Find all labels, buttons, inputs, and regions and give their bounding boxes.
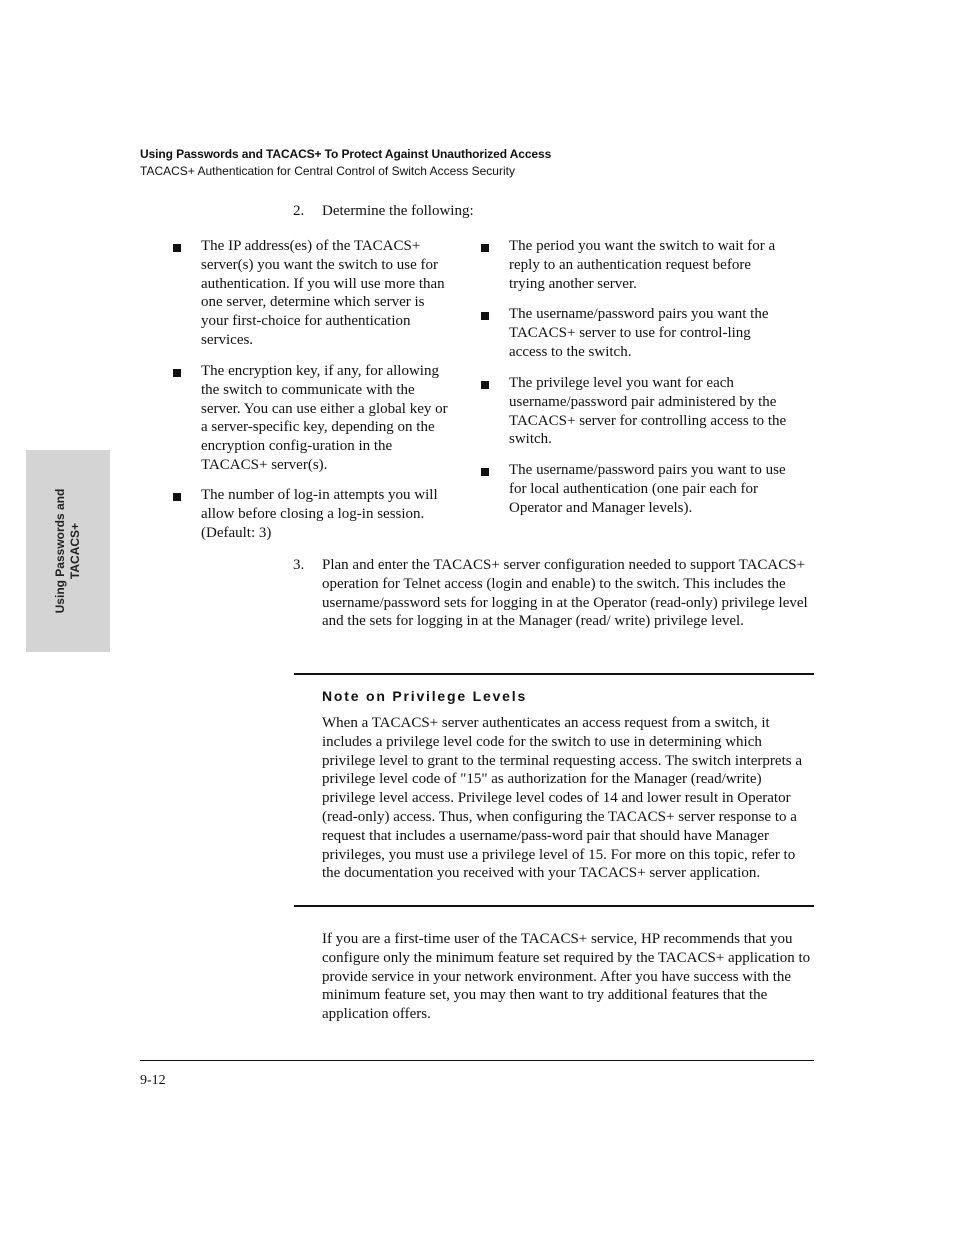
side-tab-line-1: Using Passwords and (53, 488, 67, 614)
bullet-left-2: The encryption key, if any, for allowing the switch to communicate with the server. You can use either a global key or a server-specific key, depending on the encryption config-uration in the TACACS+ server(s). (201, 363, 448, 473)
bullet-left-3: The number of log-in attempts you will allow before closing a log-in session. (Default: 3) (201, 487, 438, 541)
bullet-left-1: The IP address(es) of the TACACS+ server(s) you want the switch to use for authentication. If you will use more than one server, determine which server is your first-choice for authentication services. (201, 238, 445, 348)
bullet-right-3: The privilege level you want for each username/password pair administered by the TACACS+ server for controlling access to the switch. (509, 375, 787, 448)
side-tab-line-2: TACACS+ (68, 522, 82, 580)
footer-rule (140, 1060, 814, 1061)
chapter-side-tab (26, 450, 110, 652)
step-3-text: Plan and enter the TACACS+ server configuration needed to support TACACS+ operation for Telnet access (login and enable) to the switch. This includes the username/password sets for logging in at the Operator (read-only) privilege level and the sets for logging in at the Manager (read/ write) privilege level. (322, 557, 808, 630)
chapter-side-tab-label (53, 451, 83, 651)
bullet-square-icon (173, 244, 181, 252)
bullet-square-icon (173, 369, 181, 377)
bullet-square-icon (481, 468, 489, 476)
note-bottom-rule (294, 905, 814, 907)
bullet-right-1: The period you want the switch to wait for a reply to an authentication request before trying another server. (509, 238, 776, 292)
bullet-square-icon (173, 493, 181, 501)
running-header-title: Using Passwords and TACACS+ To Protect Against Unauthorized Access (140, 147, 552, 161)
bullet-square-icon (481, 244, 489, 252)
step-3-number: 3. (293, 557, 305, 573)
note-title: Note on Privilege Levels (322, 688, 528, 704)
bullet-right-4: The username/password pairs you want to use for local authentication (one pair each for Operator and Manager levels). (509, 462, 786, 516)
step-2-number: 2. (293, 203, 305, 219)
note-top-rule (294, 673, 814, 675)
closing-paragraph: If you are a first-time user of the TACACS+ service, HP recommends that you configure only the minimum feature set required by the TACACS+ application to provide service in your network environment. After you have success with the minimum feature set, you may then want to try additional features that the application offers. (322, 931, 811, 1023)
page-number: 9-12 (140, 1073, 166, 1088)
bullet-square-icon (481, 381, 489, 389)
note-body: When a TACACS+ server authenticates an access request from a switch, it includes a privilege level code for the switch to use in determining which privilege level to grant to the terminal requesting access. The switch interprets a privilege level code of "15" as authorization for the Manager (read/write) privilege level access. Privilege level codes of 14 and lower result in Operator (read-only) access. Thus, when configuring the TACACS+ server response to a request that includes a username/pass-word pair that should have Manager privileges, you must use a privilege level of 15. For more on this topic, refer to the documentation you received with your TACACS+ server application. (322, 715, 802, 882)
running-header-subtitle: TACACS+ Authentication for Central Control of Switch Access Security (140, 164, 515, 178)
bullet-square-icon (481, 312, 489, 320)
bullet-right-2: The username/password pairs you want the TACACS+ server to use for control-ling access to the switch. (509, 306, 769, 360)
step-2-text: Determine the following: (322, 203, 474, 219)
